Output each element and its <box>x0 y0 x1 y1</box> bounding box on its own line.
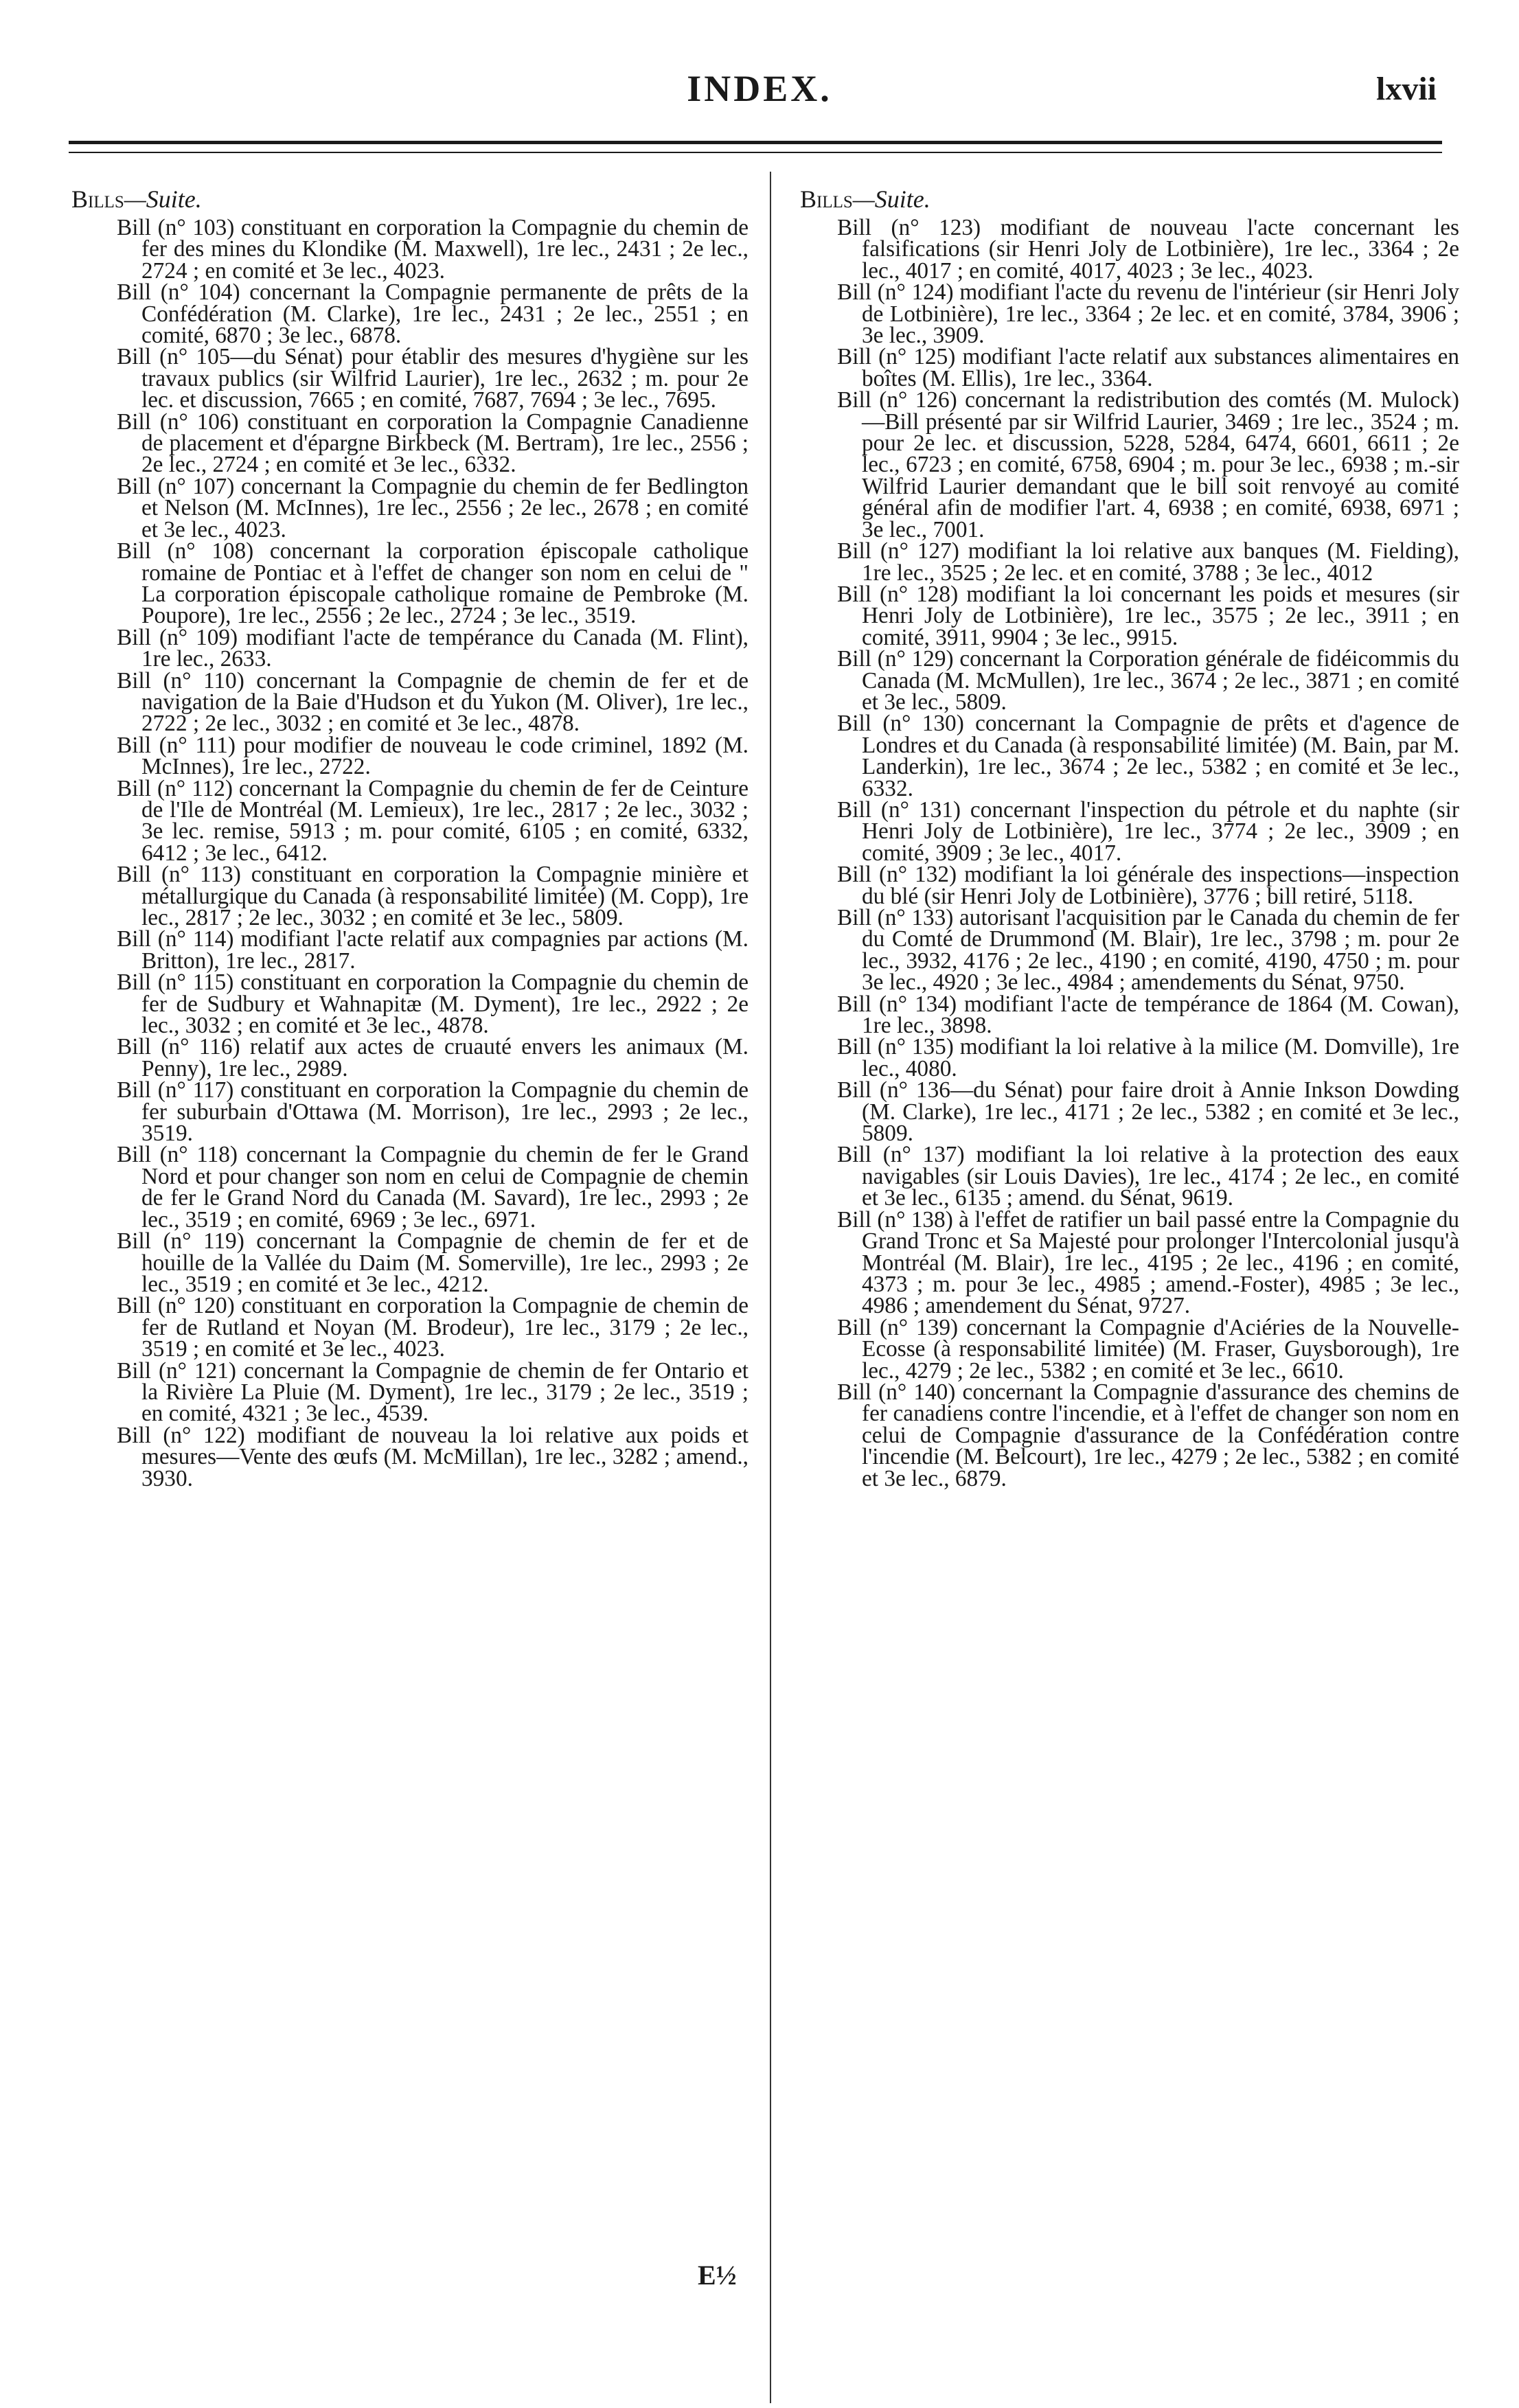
index-entry: Bill (n° 125) modifiant l'acte relatif aux substances alimentaires en boîtes (M. Ellis), 1re lec., 3364. <box>837 344 1459 391</box>
index-entry: Bill (n° 118) concernant la Compagnie du chemin de fer le Grand Nord et pour changer son nom en celui de Compagnie de chemin de fer le Grand Nord du Canada (M. Savard), 1re lec., 2993 ; 2e lec., 3519 ; en comité, 6969 ; 3e lec., 6971. <box>117 1142 749 1232</box>
index-entry: Bill (n° 129) concernant la Corporation générale de fidéicommis du Canada (M. McMullen), 1re lec., 3674 ; 2e lec., 3871 ; en comité et 3e lec., 5809. <box>837 646 1459 715</box>
index-entry: Bill (n° 106) constituant en corporation la Compagnie Canadienne de placement et d'épargne Birkbeck (M. Bertram), 1re lec., 2556 ; 2e lec., 2724 ; en comité et 3e lec., 6332. <box>117 409 749 478</box>
page-number: lxvii <box>1375 71 1437 107</box>
column-divider <box>770 172 771 2403</box>
index-entry: Bill (n° 110) concernant la Compagnie de chemin de fer et de navigation de la Baie d'Hudson et du Yukon (M. Oliver), 1re lec., 2722 ; 2e lec., 3032 ; en comité et 3e lec., 4878. <box>117 667 749 737</box>
index-entry: Bill (n° 116) relatif aux actes de cruauté envers les animaux (M. Penny), 1re lec., 2989. <box>117 1034 749 1081</box>
index-entry: Bill (n° 117) constituant en corporation la Compagnie du chemin de fer suburbain d'Ottawa (M. Morrison), 1re lec., 2993 ; 2e lec., 3519. <box>117 1077 749 1147</box>
index-entry: Bill (n° 138) à l'effet de ratifier un bail passé entre la Compagnie du Grand Tronc et Sa Majesté pour prolonger l'Intercolonial jusqu'à Montréal (M. Blair), 1re lec., 4195 ; 2e lec., 4196 ; en comité, 4373 ; m. pour 3e lec., 4985 ; amend.-Foster), 4985 ; 3e lec., 4986 ; amendement du Sénat, 9727. <box>837 1206 1459 1319</box>
index-entry: Bill (n° 131) concernant l'inspection du pétrole et du naphte (sir Henri Joly de Lotbinière), 1re lec., 3774 ; 2e lec., 3909 ; en comité, 3909 ; 3e lec., 4017. <box>837 796 1459 866</box>
index-entry: Bill (n° 135) modifiant la loi relative à la milice (M. Domville), 1re lec., 4080. <box>837 1034 1459 1081</box>
left-section-heading <box>71 185 749 213</box>
index-entry: Bill (n° 113) constituant en corporation la Compagnie minière et métallurgique du Canada (à responsabilité limitée) (M. Copp), 1re lec., 2817 ; 2e lec., 3032 ; en comité et 3e lec., 5809. <box>117 862 749 930</box>
index-entry: Bill (n° 123) modifiant de nouveau l'acte concernant les falsifications (sir Henri Joly de Lotbinière), 1re lec., 3364 ; 2e lec., 4017 ; en comité, 4017, 4023 ; 3e lec., 4023. <box>837 215 1459 284</box>
header-rule-thick <box>69 141 1442 144</box>
index-entry: Bill (n° 115) constituant en corporation la Compagnie du chemin de fer de Sudbury et Wahnapitæ (M. Dyment), 1re lec., 2922 ; 2e lec., 3032 ; en comité et 3e lec., 4878. <box>117 970 749 1039</box>
index-entry: Bill (n° 130) concernant la Compagnie de prêts et d'agence de Londres et du Canada (à responsabilité limitée) (M. Bain, par M. Landerkin), 1re lec., 3674 ; 2e lec., 5382 ; en comité et 3e lec., 6332. <box>837 711 1459 801</box>
index-entry: Bill (n° 120) constituant en corporation la Compagnie de chemin de fer de Rutland et Noyan (M. Brodeur), 1re lec., 3179 ; 2e lec., 3519 ; en comité et 3e lec., 4023. <box>117 1293 749 1362</box>
index-entry: Bill (n° 107) concernant la Compagnie du chemin de fer Bedlington et Nelson (M. McInnes), 1re lec., 2556 ; 2e lec., 2678 ; en comité et 3e lec., 4023. <box>117 473 749 542</box>
index-entry: Bill (n° 132) modifiant la loi générale des inspections—inspection du blé (sir Henri Joly de Lotbinière), 3776 ; bill retiré, 5118. <box>837 862 1459 909</box>
index-entry: Bill (n° 108) concernant la corporation épiscopale catholique romaine de Pontiac et à l'effet de changer son nom en celui de " La corporation épiscopale catholique romaine de Pembroke (M. Poupore), 1re lec., 2556 ; 2e lec., 2724 ; 3e lec., 3519. <box>117 538 749 629</box>
left-column <box>71 185 749 1489</box>
right-column <box>800 185 1459 1489</box>
index-entry: Bill (n° 139) concernant la Compagnie d'Aciéries de la Nouvelle-Ecosse (à responsabilité limitée) (M. Fraser, Guysborough), 1re lec., 4279 ; 2e lec., 5382 ; en comité et 3e lec., 6610. <box>837 1314 1459 1384</box>
page-header <box>0 0 1519 137</box>
index-entry: Bill (n° 112) concernant la Compagnie du chemin de fer de Ceinture de l'Ile de Montréal (M. Lemieux), 1re lec., 2817 ; 2e lec., 3032 ; 3e lec. remise, 5913 ; m. pour comité, 6105 ; en comité, 6332, 6412 ; 3e lec., 6412. <box>117 775 749 866</box>
right-heading-suite: —Suite. <box>852 185 930 213</box>
index-entry: Bill (n° 111) pour modifier de nouveau le code criminel, 1892 (M. McInnes), 1re lec., 2722. <box>117 732 749 780</box>
index-entry: Bill (n° 134) modifiant l'acte de tempérance de 1864 (M. Cowan), 1re lec., 3898. <box>837 991 1459 1039</box>
index-entry: Bill (n° 105—du Sénat) pour établir des mesures d'hygiène sur les travaux publics (sir Wilfrid Laurier), 1re lec., 2632 ; m. pour 2e lec. et discussion, 7665 ; en comité, 7687, 7694 ; 3e lec., 7695. <box>117 344 749 413</box>
index-entry: Bill (n° 140) concernant la Compagnie d'assurance des chemins de fer canadiens contre l'incendie, et à l'effet de changer son nom en celui de Compagnie d'assurance de la Confédération contre l'incendie (M. Belcourt), 1re lec., 4279 ; 2e lec., 5382 ; en comité et 3e lec., 6879. <box>837 1379 1459 1491</box>
index-entry: Bill (n° 121) concernant la Compagnie de chemin de fer Ontario et la Rivière La Pluie (M. Dyment), 1re lec., 3179 ; 2e lec., 3519 ; en comité, 4321 ; 3e lec., 4539. <box>117 1357 749 1427</box>
index-entry: Bill (n° 133) autorisant l'acquisition par le Canada du chemin de fer du Comté de Drummond (M. Blair), 1re lec., 3798 ; m. pour 2e lec., 3932, 4176 ; 2e lec., 4190 ; en comité, 4190, 4750 ; m. pour 3e lec., 4920 ; 3e lec., 4984 ; amendements du Sénat, 9750. <box>837 905 1459 996</box>
right-heading-caps: Bills <box>800 185 853 213</box>
right-section-heading <box>800 185 1459 213</box>
index-entry: Bill (n° 126) concernant la redistribution des comtés (M. Mulock)—Bill présenté par sir Wilfrid Laurier, 3469 ; 1re lec., 3524 ; m. pour 2e lec. et discussion, 5228, 5284, 6474, 6601, 6611 ; 2e lec., 6723 ; en comité, 6758, 6904 ; m. pour 3e lec., 6938 ; m.-sir Wilfrid Laurier demandant que le bill soit renvoyé au comité général afin de modifier l'art. 4, 6938 ; en comité, 6938, 6971 ; 3e lec., 7001. <box>837 387 1459 542</box>
left-heading-suite: —Suite. <box>124 185 202 213</box>
index-entry: Bill (n° 128) modifiant la loi concernant les poids et mesures (sir Henri Joly de Lotbinière), 1re lec., 3575 ; 2e lec., 3911 ; en comité, 3911, 9904 ; 3e lec., 9915. <box>837 581 1459 650</box>
index-entry: Bill (n° 114) modifiant l'acte relatif aux compagnies par actions (M. Britton), 1re lec., 2817. <box>117 926 749 974</box>
index-entry: Bill (n° 124) modifiant l'acte du revenu de l'intérieur (sir Henri Joly de Lotbinière), 1re lec., 3364 ; 2e lec. et en comité, 3784, 3906 ; 3e lec., 3909. <box>837 279 1459 349</box>
signature-mark: E½ <box>698 2260 737 2291</box>
index-entry: Bill (n° 119) concernant la Compagnie de chemin de fer et de houille de la Vallée du Daim (M. Somerville), 1re lec., 2993 ; 2e lec., 3519 ; en comité et 3e lec., 4212. <box>117 1228 749 1297</box>
index-entry: Bill (n° 104) concernant la Compagnie permanente de prêts de la Confédération (M. Clarke), 1re lec., 2431 ; 2e lec., 2551 ; en comité, 6870 ; 3e lec., 6878. <box>117 279 749 349</box>
index-entry: Bill (n° 109) modifiant l'acte de tempérance du Canada (M. Flint), 1re lec., 2633. <box>117 624 749 672</box>
index-entry: Bill (n° 122) modifiant de nouveau la loi relative aux poids et mesures—Vente des œufs (M. McMillan), 1re lec., 3282 ; amend., 3930. <box>117 1422 749 1491</box>
index-entry: Bill (n° 103) constituant en corporation la Compagnie du chemin de fer des mines du Klondike (M. Maxwell), 1re lec., 2431 ; 2e lec., 2724 ; en comité et 3e lec., 4023. <box>117 215 749 284</box>
page-title: INDEX. <box>687 68 832 109</box>
index-entry: Bill (n° 137) modifiant la loi relative à la protection des eaux navigables (sir Louis Davies), 1re lec., 4174 ; 2e lec., en comité et 3e lec., 6135 ; amend. du Sénat, 9619. <box>837 1142 1459 1211</box>
index-entry: Bill (n° 127) modifiant la loi relative aux banques (M. Fielding), 1re lec., 3525 ; 2e lec. et en comité, 3788 ; 3e lec., 4012 <box>837 538 1459 586</box>
left-heading-caps: Bills <box>71 185 124 213</box>
index-entry: Bill (n° 136—du Sénat) pour faire droit à Annie Inkson Dowding (M. Clarke), 1re lec., 4171 ; 2e lec., 5382 ; en comité et 3e lec., 5809. <box>837 1077 1459 1147</box>
header-rule-thin <box>69 152 1442 153</box>
